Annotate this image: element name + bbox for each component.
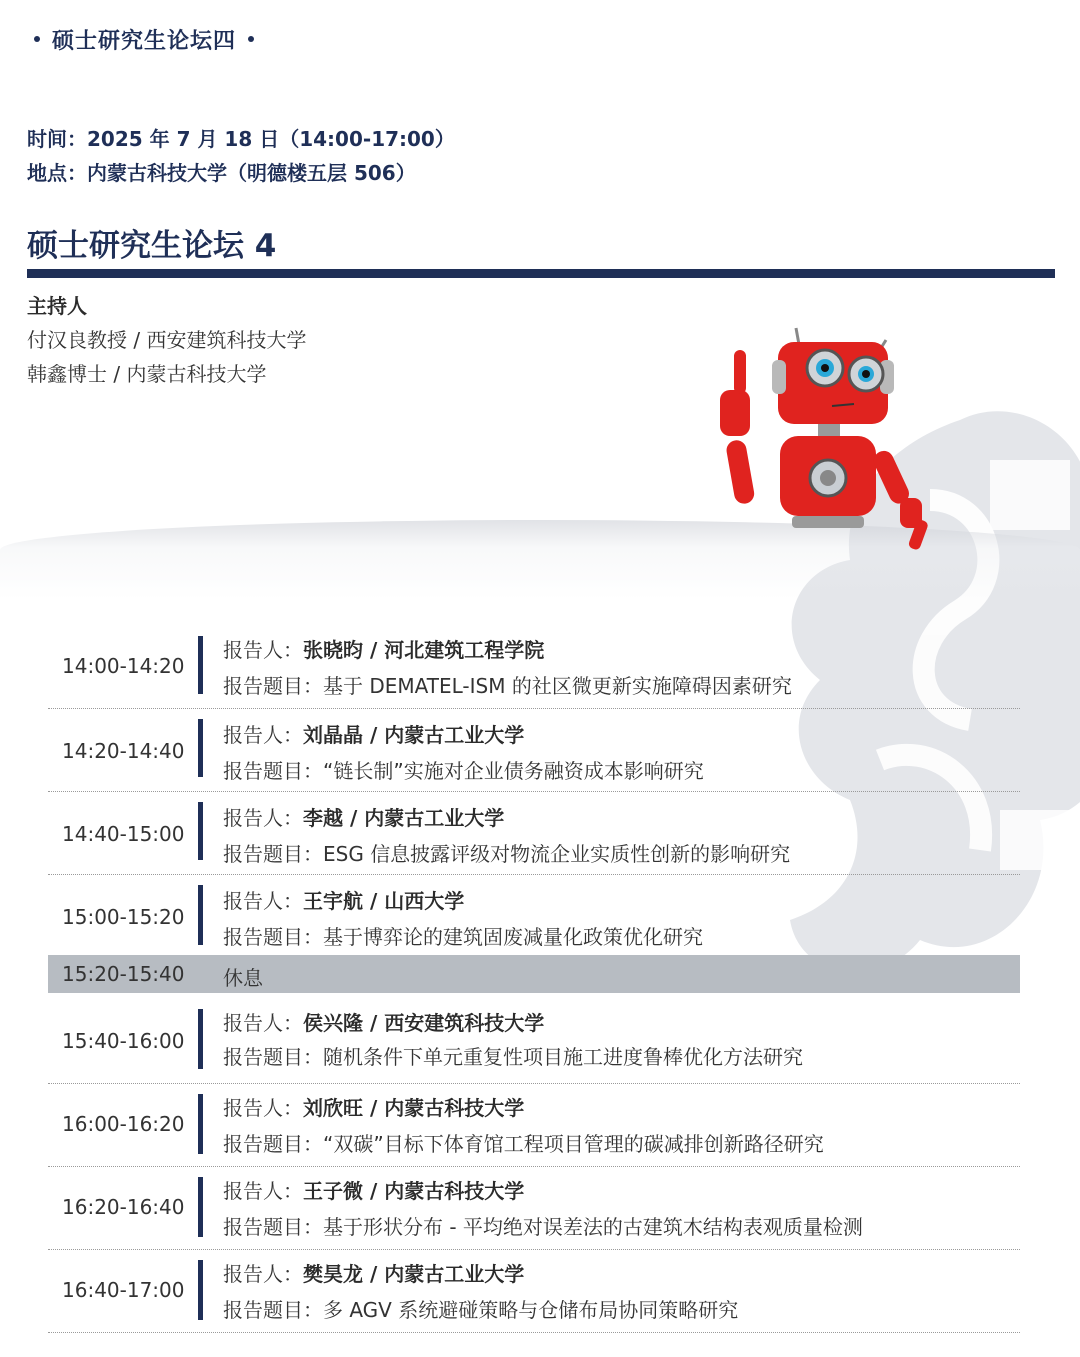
reporter-key: 报告人： xyxy=(223,806,303,830)
accent-bar xyxy=(198,636,203,694)
title-underline xyxy=(27,269,1055,278)
schedule-table xyxy=(48,628,1020,1333)
topic-key: 报告题目： xyxy=(223,1215,323,1239)
topic-line xyxy=(223,1041,803,1070)
topic-text: ESG 信息披露评级对物流企业实质性创新的影响研究 xyxy=(323,842,791,866)
session-time: 14:40-15:00 xyxy=(62,822,185,846)
topic-text: 多 AGV 系统避碰策略与仓储布局协同策略研究 xyxy=(323,1298,739,1322)
schedule-row xyxy=(48,792,1020,875)
break-time: 15:20-15:40 xyxy=(62,962,185,986)
topic-text: 基于形状分布 - 平均绝对误差法的古建筑木结构表观质量检测 xyxy=(323,1215,863,1239)
reporter-line xyxy=(223,802,504,831)
event-location: 地点：内蒙古科技大学（明德楼五层 506） xyxy=(27,161,416,185)
event-time: 时间：2025 年 7 月 18 日（14:00-17:00） xyxy=(27,127,455,151)
reporter-key: 报告人： xyxy=(223,1179,303,1203)
bullet-dot-right xyxy=(248,36,254,42)
topic-line xyxy=(223,921,703,950)
reporter-name: 刘晶晶 / 内蒙古工业大学 xyxy=(303,723,525,747)
host-item: 韩鑫博士 / 内蒙古科技大学 xyxy=(27,362,267,386)
accent-bar xyxy=(198,1094,203,1154)
accent-bar xyxy=(198,719,203,777)
bullet-dot-left xyxy=(34,36,40,42)
reporter-key: 报告人： xyxy=(223,1096,303,1120)
topic-line xyxy=(223,1128,824,1157)
topic-line xyxy=(223,670,792,699)
session-time: 16:40-17:00 xyxy=(62,1278,185,1302)
session-time: 15:40-16:00 xyxy=(62,1029,185,1053)
break-label: 休息 xyxy=(223,966,263,990)
topic-line xyxy=(223,1294,738,1323)
topic-text: 随机条件下单元重复性项目施工进度鲁棒优化方法研究 xyxy=(323,1045,803,1069)
host-label: 主持人 xyxy=(27,294,87,318)
accent-bar xyxy=(198,802,203,860)
section-tag xyxy=(22,22,266,56)
reporter-line xyxy=(223,1175,524,1204)
topic-text: “链长制”实施对企业债务融资成本影响研究 xyxy=(323,759,704,783)
reporter-key: 报告人： xyxy=(223,1262,303,1286)
accent-bar xyxy=(198,1009,203,1069)
reporter-key: 报告人： xyxy=(223,638,303,662)
robot-illustration xyxy=(700,320,950,560)
break-row xyxy=(48,955,1020,993)
reporter-name: 王宇航 / 山西大学 xyxy=(303,889,465,913)
topic-text: 基于 DEMATEL-ISM 的社区微更新实施障碍因素研究 xyxy=(323,674,792,698)
session-time: 16:00-16:20 xyxy=(62,1112,185,1136)
reporter-name: 樊昊龙 / 内蒙古工业大学 xyxy=(303,1262,525,1286)
reporter-line xyxy=(223,1258,524,1287)
schedule-row xyxy=(48,1250,1020,1333)
accent-bar xyxy=(198,1260,203,1320)
topic-text: “双碳”目标下体育馆工程项目管理的碳减排创新路径研究 xyxy=(323,1132,824,1156)
reporter-key: 报告人： xyxy=(223,889,303,913)
accent-bar xyxy=(198,1177,203,1237)
topic-key: 报告题目： xyxy=(223,674,323,698)
forum-title: 硕士研究生论坛 4 xyxy=(27,228,277,264)
reporter-key: 报告人： xyxy=(223,1011,303,1035)
topic-line xyxy=(223,1211,863,1240)
accent-bar xyxy=(198,885,203,945)
schedule-row xyxy=(48,875,1020,949)
topic-key: 报告题目： xyxy=(223,1132,323,1156)
reporter-line xyxy=(223,885,464,914)
schedule-row xyxy=(48,628,1020,709)
reporter-line xyxy=(223,634,544,663)
schedule-row xyxy=(48,1001,1020,1084)
reporter-name: 李越 / 内蒙古工业大学 xyxy=(303,806,505,830)
topic-line xyxy=(223,838,790,867)
reporter-name: 张晓昀 / 河北建筑工程学院 xyxy=(303,638,545,662)
topic-key: 报告题目： xyxy=(223,759,323,783)
topic-line xyxy=(223,755,704,784)
reporter-name: 王子微 / 内蒙古科技大学 xyxy=(303,1179,525,1203)
topic-key: 报告题目： xyxy=(223,1045,323,1069)
topic-key: 报告题目： xyxy=(223,925,323,949)
reporter-line xyxy=(223,1007,544,1036)
topic-key: 报告题目： xyxy=(223,842,323,866)
reporter-key: 报告人： xyxy=(223,723,303,747)
host-item: 付汉良教授 / 西安建筑科技大学 xyxy=(27,328,307,352)
schedule-row xyxy=(48,1084,1020,1167)
reporter-name: 侯兴隆 / 西安建筑科技大学 xyxy=(303,1011,545,1035)
reporter-name: 刘欣旺 / 内蒙古科技大学 xyxy=(303,1096,525,1120)
topic-key: 报告题目： xyxy=(223,1298,323,1322)
reporter-line xyxy=(223,719,524,748)
topic-text: 基于博弈论的建筑固废减量化政策优化研究 xyxy=(323,925,703,949)
session-time: 16:20-16:40 xyxy=(62,1195,185,1219)
reporter-line xyxy=(223,1092,524,1121)
session-time: 14:00-14:20 xyxy=(62,654,185,678)
schedule-row xyxy=(48,709,1020,792)
section-tag-text: 硕士研究生论坛四 xyxy=(52,28,237,54)
schedule-row xyxy=(48,1167,1020,1250)
session-time: 14:20-14:40 xyxy=(62,739,185,763)
session-time: 15:00-15:20 xyxy=(62,905,185,929)
